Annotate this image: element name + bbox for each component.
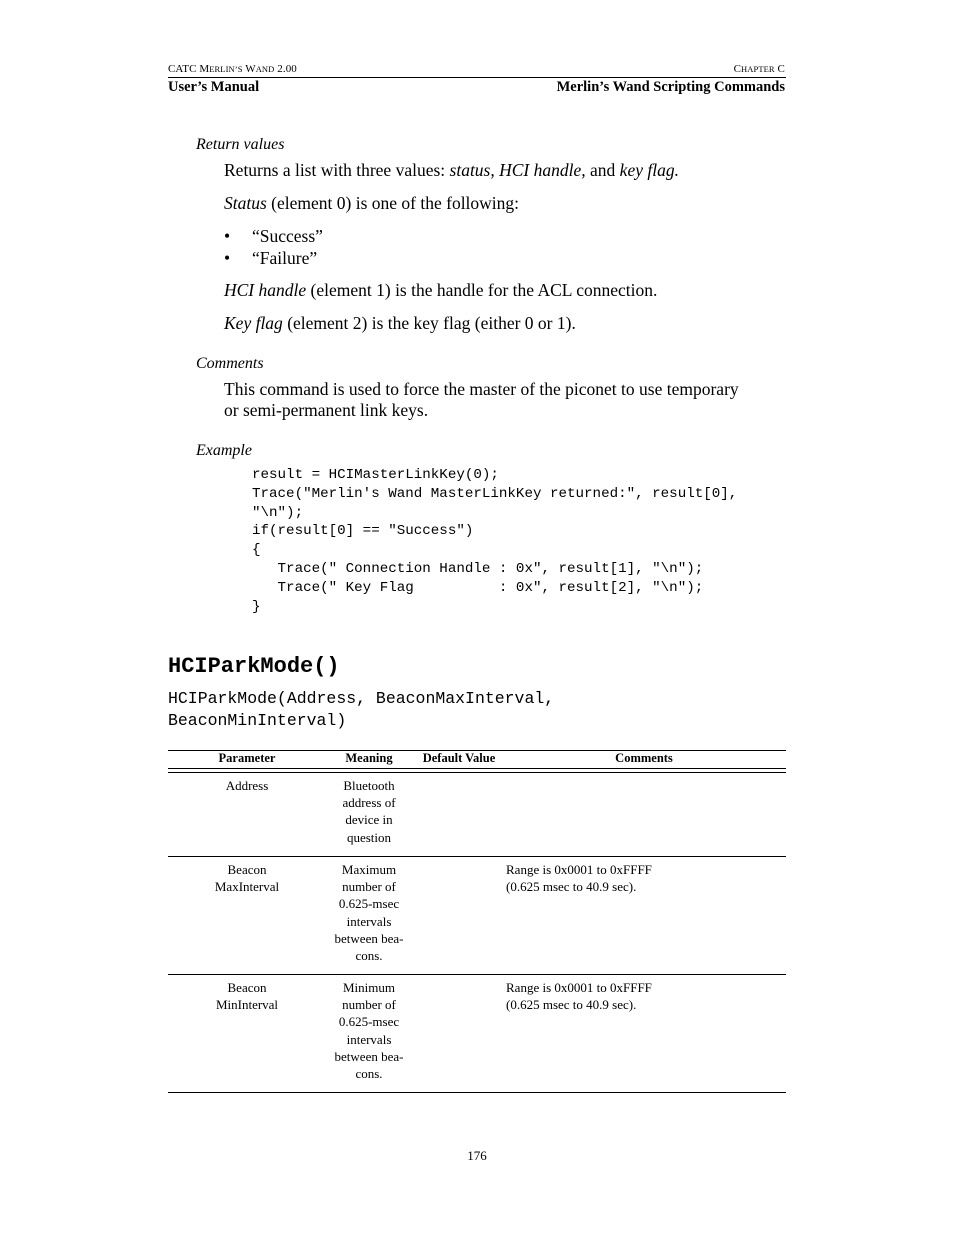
table-row-1-meaning: Bluetooth address of device in question [342,778,396,845]
table-bottom-rule [168,1092,786,1093]
header-meaning: Meaning [345,751,393,765]
example-label: Example [196,442,252,459]
table-header-rule-2 [168,772,786,773]
function-heading: HCIParkMode() [168,654,340,679]
table-row-2-meaning: Maximum number of 0.625-msec intervals between bea- cons. [334,862,404,964]
status-description: Status (element 0) is one of the following: [224,193,520,213]
bullet-failure: • “Failure” [224,248,318,268]
manual-title: User’s Manual [168,79,260,95]
table-row-2-rule [168,974,786,975]
example-code: result = HCIMasterLinkKey(0); Trace("Merlin's Wand MasterLinkKey returned:", result[0], "\n"); if(result[0] == "Success") { Trace(" Connection Handle : 0x", result[1], "\n"); Trace(" Key Flag : 0x", result[2], "\n"); } [252,467,738,615]
chapter-title: Merlin’s Wand Scripting Commands [556,79,785,95]
key-flag-description: Key flag (element 2) is the key flag (either 0 or 1). [224,313,576,333]
table-row-3-parameter: Beacon MinInterval [215,980,279,1013]
header-rule [168,77,786,78]
comments-label: Comments [196,355,264,372]
comments-text: This command is used to force the master of the piconet to use temporary or semi-permanent link keys. [224,379,739,420]
table-row-1-parameter: Address [225,778,269,793]
table-row-2-comments: Range is 0x0001 to 0xFFFF (0.625 msec to 40.9 sec). [506,862,652,895]
running-header-left: CATC MERLIN’S WAND 2.00 [168,63,297,75]
return-values-intro: Returns a list with three values: status, HCI handle, and key flag. [224,160,679,180]
header-parameter: Parameter [218,751,276,765]
table-header-rule-1 [168,768,786,769]
hci-handle-description: HCI handle (element 1) is the handle for the ACL connection. [224,280,658,300]
table-row-3-meaning: Minimum number of 0.625-msec intervals between bea- cons. [334,980,404,1082]
running-header-right: CHAPTER C [733,63,785,75]
table-row-3-comments: Range is 0x0001 to 0xFFFF (0.625 msec to 40.9 sec). [506,980,652,1013]
table-row-2-parameter: Beacon MaxInterval [214,862,280,895]
table-row-1-rule [168,856,786,857]
function-signature: HCIParkMode(Address, BeaconMaxInterval, BeaconMinInterval) [168,689,555,730]
header-default-value: Default Value [422,751,496,765]
return-values-label: Return values [196,136,285,153]
header-comments: Comments [615,751,673,765]
bullet-success: • “Success” [224,226,323,246]
page-number: 176 [467,1148,487,1163]
